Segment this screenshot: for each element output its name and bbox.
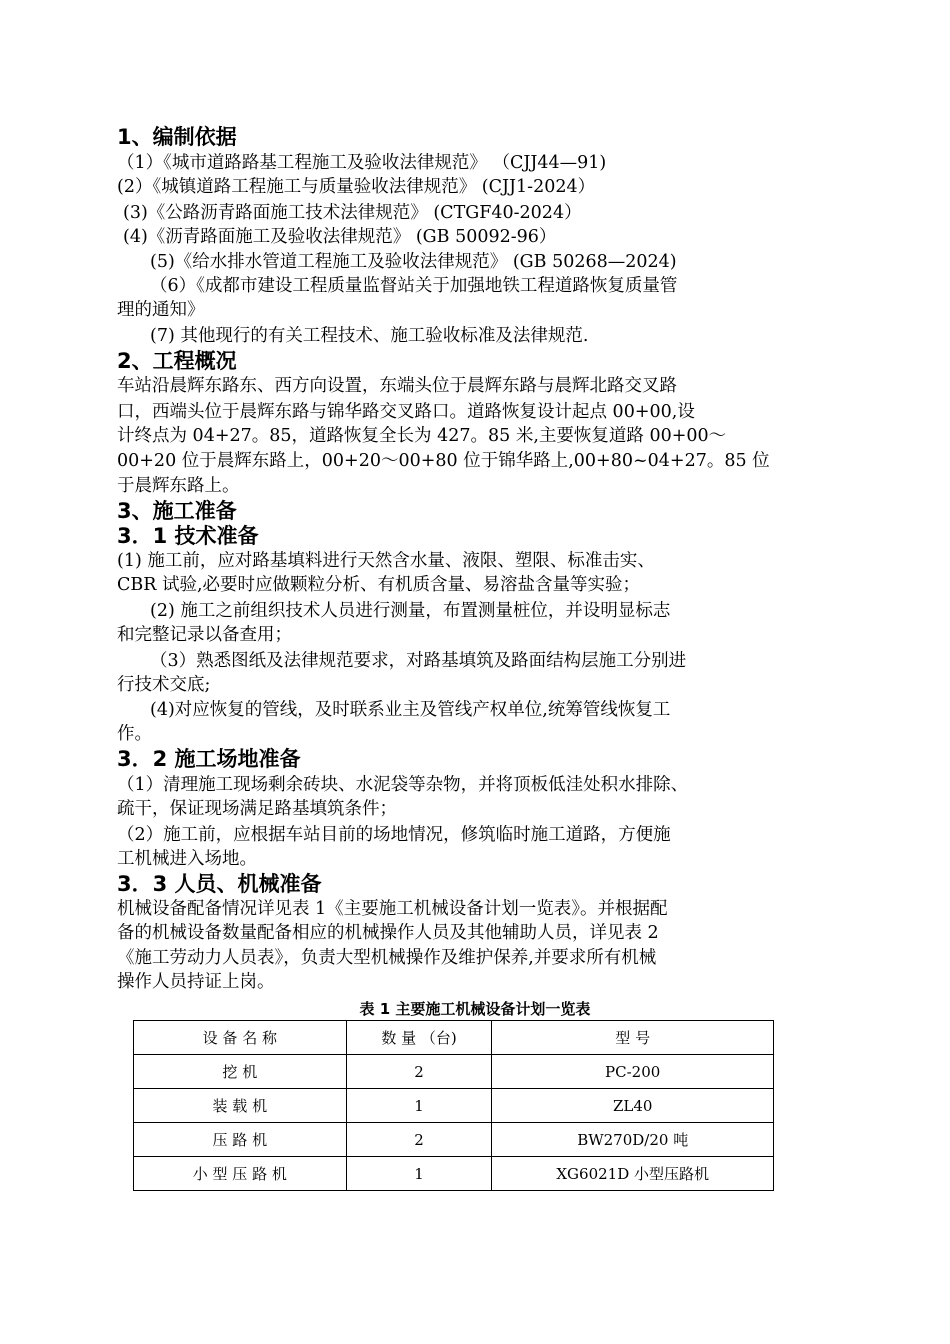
basis-item-5: (5)《给水排水管道工程施工及验收法律规范》 (GB 50268—2024): [150, 252, 677, 272]
basis-item-6: （6）《成都市建设工程质量监督站关于加强地铁工程道路恢复质量管: [150, 276, 678, 296]
subsection-heading-staff-machinery: 3．3 人员、机械准备: [117, 872, 322, 896]
cell-model: BW270D/20 吨: [492, 1123, 774, 1157]
basis-item-4: (4)《沥青路面施工及验收法律规范》 (GB 50092-96）: [123, 227, 557, 247]
site-line-3: （2）施工前，应根据车站目前的场地情况，修筑临时施工道路，方便施: [117, 825, 671, 845]
cell-equipment-name: 小 型 压 路 机: [134, 1157, 347, 1191]
table-caption: 表 1 主要施工机械设备计划一览表: [359, 1000, 591, 1018]
basis-item-7: (7) 其他现行的有关工程技术、施工验收标准及法律规范.: [150, 326, 589, 346]
table-row: [134, 1089, 774, 1123]
overview-line-2: 口，西端头位于晨辉东路与锦华路交叉路口。道路恢复设计起点 00+00,设: [117, 402, 695, 422]
basis-item-1: （1）《城市道路路基工程施工及验收法律规范》 （CJJ44—91): [117, 153, 607, 173]
technical-line-8: 作。: [117, 724, 152, 744]
technical-line-4: 和完整记录以备查用；: [117, 625, 292, 645]
overview-line-1: 车站沿晨辉东路东、西方向设置，东端头位于晨辉东路与晨辉北路交叉路: [117, 376, 677, 396]
cell-quantity: 1: [346, 1089, 492, 1123]
cell-model: XG6021D 小型压路机: [492, 1157, 774, 1191]
cell-quantity: 2: [346, 1055, 492, 1089]
technical-line-6: 行技术交底;: [117, 675, 211, 695]
overview-line-3: 计终点为 04+27。85，道路恢复全长为 427。85 米,主要恢复道路 00+00～: [117, 426, 727, 446]
basis-item-2: (2）《城镇道路工程施工与质量验收法律规范》 (CJJ1-2024）: [117, 177, 596, 197]
table-row: [134, 1123, 774, 1157]
technical-line-3: (2) 施工之前组织技术人员进行测量，布置测量桩位，并设明显标志: [150, 601, 671, 621]
header-equipment-name: 设 备 名 称: [134, 1021, 347, 1055]
cell-equipment-name: 挖 机: [134, 1055, 347, 1089]
technical-line-2: CBR 试验,必要时应做颗粒分析、有机质含量、易溶盐含量等实验；: [117, 575, 641, 595]
basis-item-3: (3)《公路沥青路面施工技术法律规范》 (CTGF40-2024）: [123, 203, 582, 223]
overview-line-5: 于晨辉东路上。: [117, 476, 240, 496]
table-header-row: [134, 1021, 774, 1055]
equipment-table: [133, 1020, 774, 1191]
staff-line-2: 备的机械设备数量配备相应的机械操作人员及其他辅助人员，详见表 2: [117, 923, 659, 943]
basis-item-6-cont: 理的通知》: [117, 300, 205, 320]
subsection-heading-site: 3．2 施工场地准备: [117, 747, 301, 771]
overview-line-4: 00+20 位于晨辉东路上，00+20～00+80 位于锦华路上,00+80~04+27。85 位: [117, 451, 770, 471]
staff-line-3: 《施工劳动力人员表》，负责大型机械操作及维护保养,并要求所有机械: [117, 948, 657, 968]
technical-line-1: (1) 施工前，应对路基填料进行天然含水量、液限、塑限、标准击实、: [117, 551, 655, 571]
table-row: [134, 1157, 774, 1191]
cell-equipment-name: 装 载 机: [134, 1089, 347, 1123]
site-line-4: 工机械进入场地。: [117, 849, 257, 869]
cell-equipment-name: 压 路 机: [134, 1123, 347, 1157]
staff-line-4: 操作人员持证上岗。: [117, 972, 275, 992]
section-heading-overview: 2、工程概况: [117, 349, 237, 373]
technical-line-7: (4)对应恢复的管线，及时联系业主及管线产权单位,统筹管线恢复工: [150, 700, 671, 720]
subsection-heading-technical: 3．1 技术准备: [117, 524, 259, 548]
header-quantity: 数 量 （台): [346, 1021, 492, 1055]
cell-quantity: 1: [346, 1157, 492, 1191]
site-line-1: （1）清理施工现场剩余砖块、水泥袋等杂物，并将顶板低洼处积水排除、: [117, 775, 689, 795]
section-heading-preparation: 3、施工准备: [117, 499, 237, 523]
cell-quantity: 2: [346, 1123, 492, 1157]
table-row: [134, 1055, 774, 1089]
cell-model: ZL40: [492, 1089, 774, 1123]
technical-line-5: （3）熟悉图纸及法律规范要求，对路基填筑及路面结构层施工分别进: [150, 651, 687, 671]
site-line-2: 疏干，保证现场满足路基填筑条件；: [117, 799, 397, 819]
section-heading-basis: 1、编制依据: [117, 125, 237, 149]
staff-line-1: 机械设备配备情况详见表 1《主要施工机械设备计划一览表》。并根据配: [117, 899, 668, 919]
header-model: 型 号: [492, 1021, 774, 1055]
cell-model: PC-200: [492, 1055, 774, 1089]
